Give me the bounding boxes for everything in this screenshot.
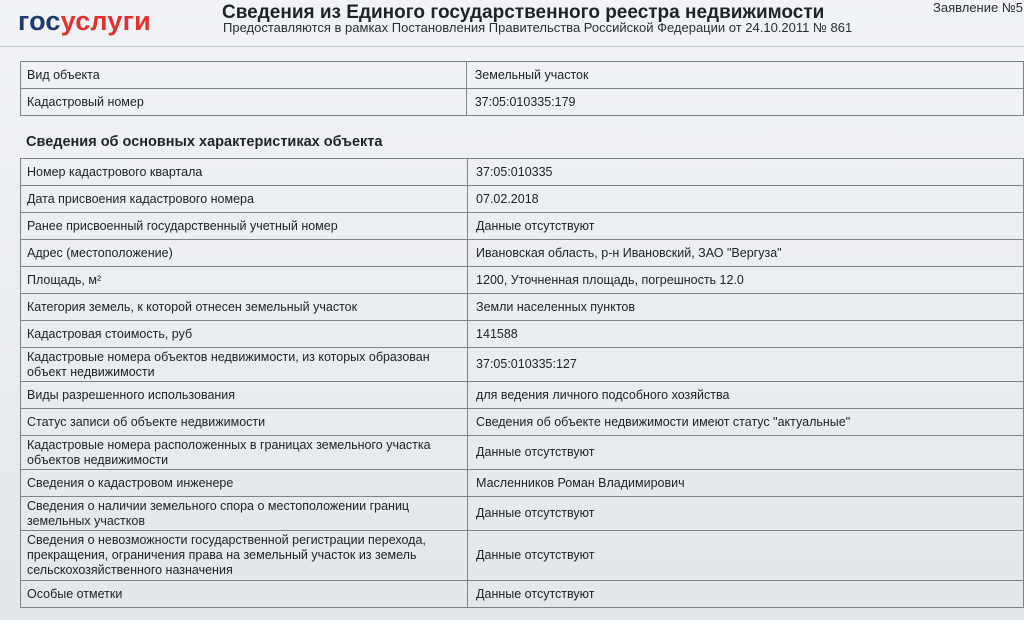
table-row	[21, 186, 1024, 213]
logo-part-gos: гос	[18, 6, 61, 36]
characteristics-table	[20, 158, 1024, 608]
page-subtitle: Предоставляются в рамках Постановления Правительства Российской Федерации от 24.10.2011 № 861	[223, 20, 853, 35]
table-row	[21, 497, 1024, 531]
table-row	[21, 294, 1024, 321]
row-label: Статус записи об объекте недвижимости	[21, 409, 468, 436]
table-row	[21, 267, 1024, 294]
row-value: для ведения личного подсобного хозяйства	[468, 382, 1024, 409]
page-title: Сведения из Единого государственного реестра недвижимости	[222, 2, 825, 23]
row-value: Данные отсутствуют	[468, 497, 1024, 531]
logo-part-uslugi: услуги	[60, 6, 151, 36]
row-value: Масленников Роман Владимирович	[468, 470, 1024, 497]
row-label: Номер кадастрового квартала	[21, 159, 468, 186]
row-label: Кадастровые номера объектов недвижимости, из которых образован объект недвижимости	[21, 348, 468, 382]
row-value: 141588	[468, 321, 1024, 348]
row-value: Земли населенных пунктов	[468, 294, 1024, 321]
row-value: Данные отсутствуют	[468, 213, 1024, 240]
row-value: 37:05:010335:179	[466, 89, 1023, 116]
row-value: Данные отсутствуют	[468, 531, 1024, 581]
table-row	[21, 470, 1024, 497]
table-row	[21, 62, 1024, 89]
row-label: Сведения о невозможности государственной регистрации перехода, прекращения, ограничения права на земельный участок из земель сельскохозяйственного назначения	[21, 531, 468, 581]
table-row	[21, 348, 1024, 382]
row-label: Виды разрешенного использования	[21, 382, 468, 409]
row-label: Кадастровые номера расположенных в границах земельного участка объектов недвижимости	[21, 436, 468, 470]
table-row	[21, 409, 1024, 436]
object-table	[20, 61, 1024, 116]
table-row	[21, 240, 1024, 267]
row-label: Категория земель, к которой отнесен земельный участок	[21, 294, 468, 321]
row-label: Сведения о наличии земельного спора о местоположении границ земельных участков	[21, 497, 468, 531]
section-title: Сведения об основных характеристиках объекта	[26, 134, 383, 150]
row-value: 37:05:010335	[468, 159, 1024, 186]
row-value: Данные отсутствуют	[468, 581, 1024, 608]
row-value: 37:05:010335:127	[468, 348, 1024, 382]
row-value: Данные отсутствуют	[468, 436, 1024, 470]
table-row	[21, 321, 1024, 348]
table-row	[21, 89, 1024, 116]
table-row	[21, 581, 1024, 608]
row-label: Особые отметки	[21, 581, 468, 608]
gosuslugi-logo[interactable]	[18, 6, 151, 37]
table-row	[21, 531, 1024, 581]
row-label: Сведения о кадастровом инженере	[21, 470, 468, 497]
row-label: Адрес (местоположение)	[21, 240, 468, 267]
row-value: 07.02.2018	[468, 186, 1024, 213]
row-value: Ивановская область, р-н Ивановский, ЗАО "Вергуза"	[468, 240, 1024, 267]
row-value: Сведения об объекте недвижимости имеют статус "актуальные"	[468, 409, 1024, 436]
row-label: Кадастровый номер	[21, 89, 467, 116]
table-row	[21, 213, 1024, 240]
header-divider	[0, 46, 1024, 47]
row-label: Дата присвоения кадастрового номера	[21, 186, 468, 213]
row-label: Кадастровая стоимость, руб	[21, 321, 468, 348]
table-row	[21, 159, 1024, 186]
table-row	[21, 382, 1024, 409]
row-label: Ранее присвоенный государственный учетный номер	[21, 213, 468, 240]
row-label: Вид объекта	[21, 62, 467, 89]
row-label: Площадь, м²	[21, 267, 468, 294]
row-value: 1200, Уточненная площадь, погрешность 12.0	[468, 267, 1024, 294]
table-row	[21, 436, 1024, 470]
row-value: Земельный участок	[466, 62, 1023, 89]
application-number: Заявление №5	[933, 0, 1024, 15]
